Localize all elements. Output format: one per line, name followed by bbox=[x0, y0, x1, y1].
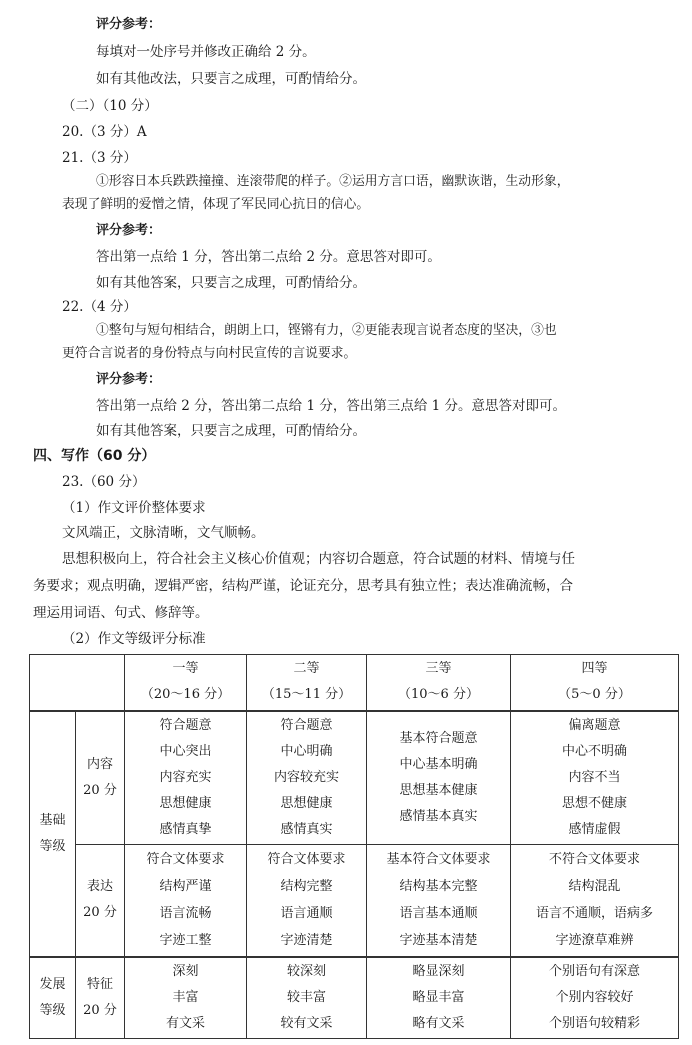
grade-header: 三等 （10～6 分） bbox=[367, 655, 511, 711]
question-20: 20.（3 分）A bbox=[62, 124, 147, 140]
requirement-paragraph-line: 理运用词语、句式、修辞等。 bbox=[33, 605, 209, 621]
feature-label: 特征 20 分 bbox=[76, 957, 125, 1039]
table-cell: 个别语句有深意 个别内容较好 个别语句较精彩 bbox=[511, 957, 679, 1039]
table-cell: 符合文体要求 结构严谨 语言流畅 字迹工整 bbox=[125, 845, 247, 957]
requirement-paragraph-line: 思想积极向上，符合社会主义核心价值观；内容切合题意，符合试题的材料、情境与任 bbox=[62, 551, 575, 567]
expression-label: 表达 20 分 bbox=[76, 845, 125, 957]
table-row-development bbox=[30, 957, 679, 1039]
scoring-line: 如有其他改法，只要言之成理，可酌情给分。 bbox=[96, 71, 366, 87]
scoring-title: 评分参考： bbox=[96, 372, 162, 387]
answer-line: 更符合言说者的身份特点与向村民宣传的言说要求。 bbox=[62, 346, 357, 361]
question-22-heading: 22.（4 分） bbox=[62, 299, 137, 315]
table-cell: 基本符合题意 中心基本明确 思想基本健康 感情基本真实 bbox=[367, 711, 511, 845]
basic-level-label: 基础 等级 bbox=[30, 711, 76, 957]
table-cell: 基本符合文体要求 结构基本完整 语言基本通顺 字迹基本清楚 bbox=[367, 845, 511, 957]
answer-line: ①形容日本兵跌跌撞撞、连滚带爬的样子。②运用方言口语，幽默诙谐，生动形象， bbox=[96, 174, 570, 189]
blank-header-cell bbox=[30, 655, 125, 711]
grade-header: 一等 （20～16 分） bbox=[125, 655, 247, 711]
question-23-heading: 23.（60 分） bbox=[62, 474, 146, 490]
scoring-line: 如有其他答案，只要言之成理，可酌情给分。 bbox=[96, 275, 366, 291]
scoring-line: 如有其他答案，只要言之成理，可酌情给分。 bbox=[96, 423, 366, 439]
grade-header: 四等 （5～0 分） bbox=[511, 655, 679, 711]
scoring-title: 评分参考： bbox=[96, 17, 162, 32]
writing-section-heading: 四、写作（60 分） bbox=[33, 448, 156, 464]
requirement-paragraph-line: 务要求；观点明确，逻辑严密，结构严谨，论证充分，思考具有独立性；表达准确流畅，合 bbox=[33, 578, 573, 594]
answer-line: ①整句与短句相结合，朗朗上口，铿锵有力，②更能表现言说者态度的坚决，③也 bbox=[96, 323, 557, 338]
table-cell: 较深刻 较丰富 较有文采 bbox=[247, 957, 367, 1039]
grade-standard-heading: （2）作文等级评分标准 bbox=[62, 631, 206, 647]
table-cell: 符合题意 中心突出 内容充实 思想健康 感情真挚 bbox=[125, 711, 247, 845]
grade-header: 二等 （15～11 分） bbox=[247, 655, 367, 711]
grading-table bbox=[29, 654, 679, 1039]
section-two-heading: （二）（10 分） bbox=[62, 98, 158, 114]
table-cell: 不符合文体要求 结构混乱 语言不通顺，语病多 字迹潦草难辨 bbox=[511, 845, 679, 957]
scoring-title: 评分参考： bbox=[96, 223, 162, 238]
table-header-row bbox=[30, 655, 679, 711]
content-label: 内容 20 分 bbox=[76, 711, 125, 845]
requirement-heading: （1）作文评价整体要求 bbox=[62, 500, 206, 516]
table-row-expression bbox=[30, 845, 679, 957]
table-cell: 深刻 丰富 有文采 bbox=[125, 957, 247, 1039]
table-cell: 略显深刻 略显丰富 略有文采 bbox=[367, 957, 511, 1039]
table-row-content bbox=[30, 711, 679, 845]
scoring-line: 每填对一处序号并修改正确给 2 分。 bbox=[96, 44, 316, 60]
table-cell: 符合题意 中心明确 内容较充实 思想健康 感情真实 bbox=[247, 711, 367, 845]
scoring-line: 答出第一点给 1 分，答出第二点给 2 分。意思答对即可。 bbox=[96, 249, 441, 265]
question-21-heading: 21.（3 分） bbox=[62, 150, 137, 166]
table-cell: 偏离题意 中心不明确 内容不当 思想不健康 感情虚假 bbox=[511, 711, 679, 845]
answer-line: 表现了鲜明的爱憎之情，体现了军民同心抗日的信心。 bbox=[62, 197, 370, 212]
scoring-line: 答出第一点给 2 分，答出第二点给 1 分，答出第三点给 1 分。意思答对即可。 bbox=[96, 398, 567, 414]
style-line: 文风端正，文脉清晰，文气顺畅。 bbox=[62, 525, 265, 541]
table-cell: 符合文体要求 结构完整 语言通顺 字迹清楚 bbox=[247, 845, 367, 957]
development-level-label: 发展 等级 bbox=[30, 957, 76, 1039]
